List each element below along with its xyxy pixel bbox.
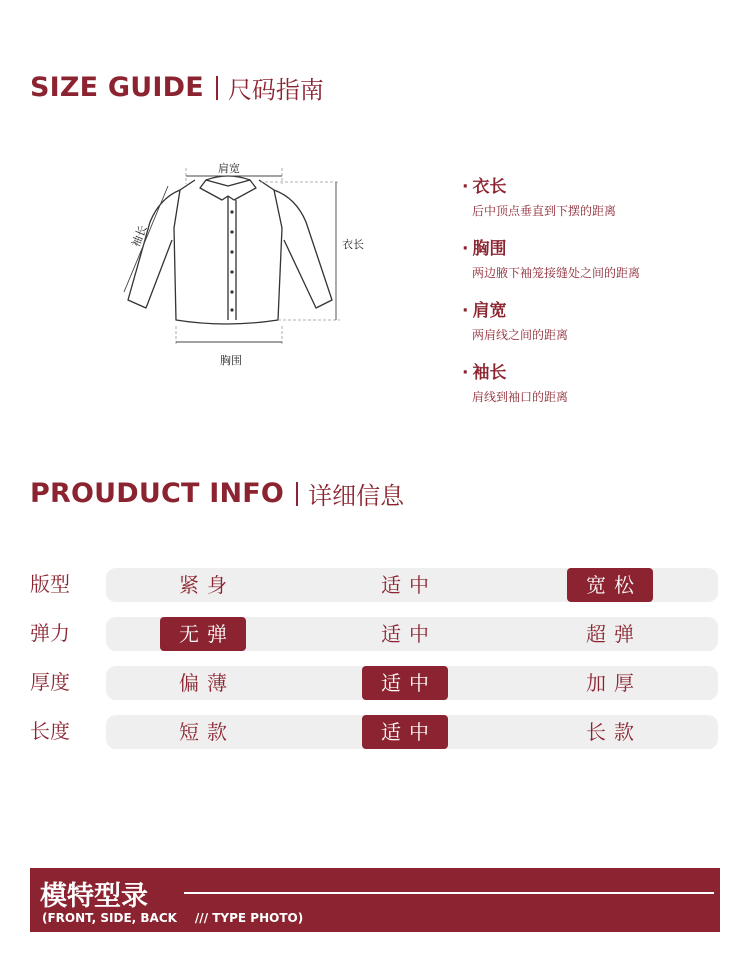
product-info-title-en: PROUDUCT INFO [30,478,285,509]
bullet-dot: · [462,301,469,321]
diagram-label-length: 衣长 [342,238,364,251]
option-medium-thickness: 适中 [362,666,448,700]
option-regular-length: 适中 [362,715,448,749]
product-info-title [30,476,404,511]
measurement-definitions [462,172,732,420]
subtitle-right: /// TYPE PHOTO) [194,911,304,925]
row-label: 厚度 [30,670,70,694]
definition-desc: 肩线到袖口的距离 [472,390,569,404]
option-track [106,666,718,700]
definition-term: 衣长 [472,177,507,197]
option-track [106,715,718,749]
option-loose: 宽松 [567,568,653,602]
model-banner-subtitle [42,911,303,925]
product-info-title-cn: 详细信息 [308,482,405,510]
size-guide-title [30,70,324,105]
bullet-dot: · [462,239,469,259]
option-short: 短款 [179,720,235,744]
diagram-label-sleeve: 袖长 [129,223,150,249]
definition-term: 袖长 [472,363,507,383]
model-banner-title: 模特型录 [40,881,148,912]
diagram-label-chest: 胸围 [220,354,242,367]
option-regular: 适中 [381,573,437,597]
option-long: 长款 [586,720,642,744]
option-thin: 偏薄 [179,671,235,695]
shirt-icon [110,150,370,380]
definition-item [462,234,732,296]
definition-term: 肩宽 [472,301,507,321]
row-label: 长度 [30,719,70,743]
title-divider [216,76,218,100]
option-no-stretch: 无弹 [160,617,246,651]
definition-item [462,296,732,358]
info-row-fit [30,566,720,602]
definition-item [462,172,732,234]
shirt-measurement-diagram [110,150,370,380]
option-tight: 紧身 [179,573,235,597]
banner-rule [184,892,714,894]
info-row-thickness [30,664,720,700]
info-row-length [30,713,720,749]
definition-desc: 两边腋下袖笼接缝处之间的距离 [472,266,641,280]
definition-desc: 后中顶点垂直到下摆的距离 [472,204,617,218]
option-track [106,617,718,651]
definition-term: 胸围 [472,239,507,259]
option-track [106,568,718,602]
size-guide-title-en: SIZE GUIDE [30,72,204,103]
info-row-elasticity [30,615,720,651]
diagram-label-shoulder: 肩宽 [218,162,240,175]
row-label: 版型 [30,572,70,596]
row-label: 弹力 [30,621,70,645]
model-photo-banner [30,868,720,932]
subtitle-left: (FRONT, SIDE, BACK [42,911,177,925]
definition-desc: 两肩线之间的距离 [472,328,569,342]
size-guide-title-cn: 尺码指南 [227,76,324,104]
option-super-stretch: 超弹 [586,622,642,646]
bullet-dot: · [462,177,469,197]
option-medium-stretch: 适中 [381,622,437,646]
title-divider [296,482,298,506]
bullet-dot: · [462,363,469,383]
definition-item [462,358,732,420]
option-thick: 加厚 [586,671,642,695]
